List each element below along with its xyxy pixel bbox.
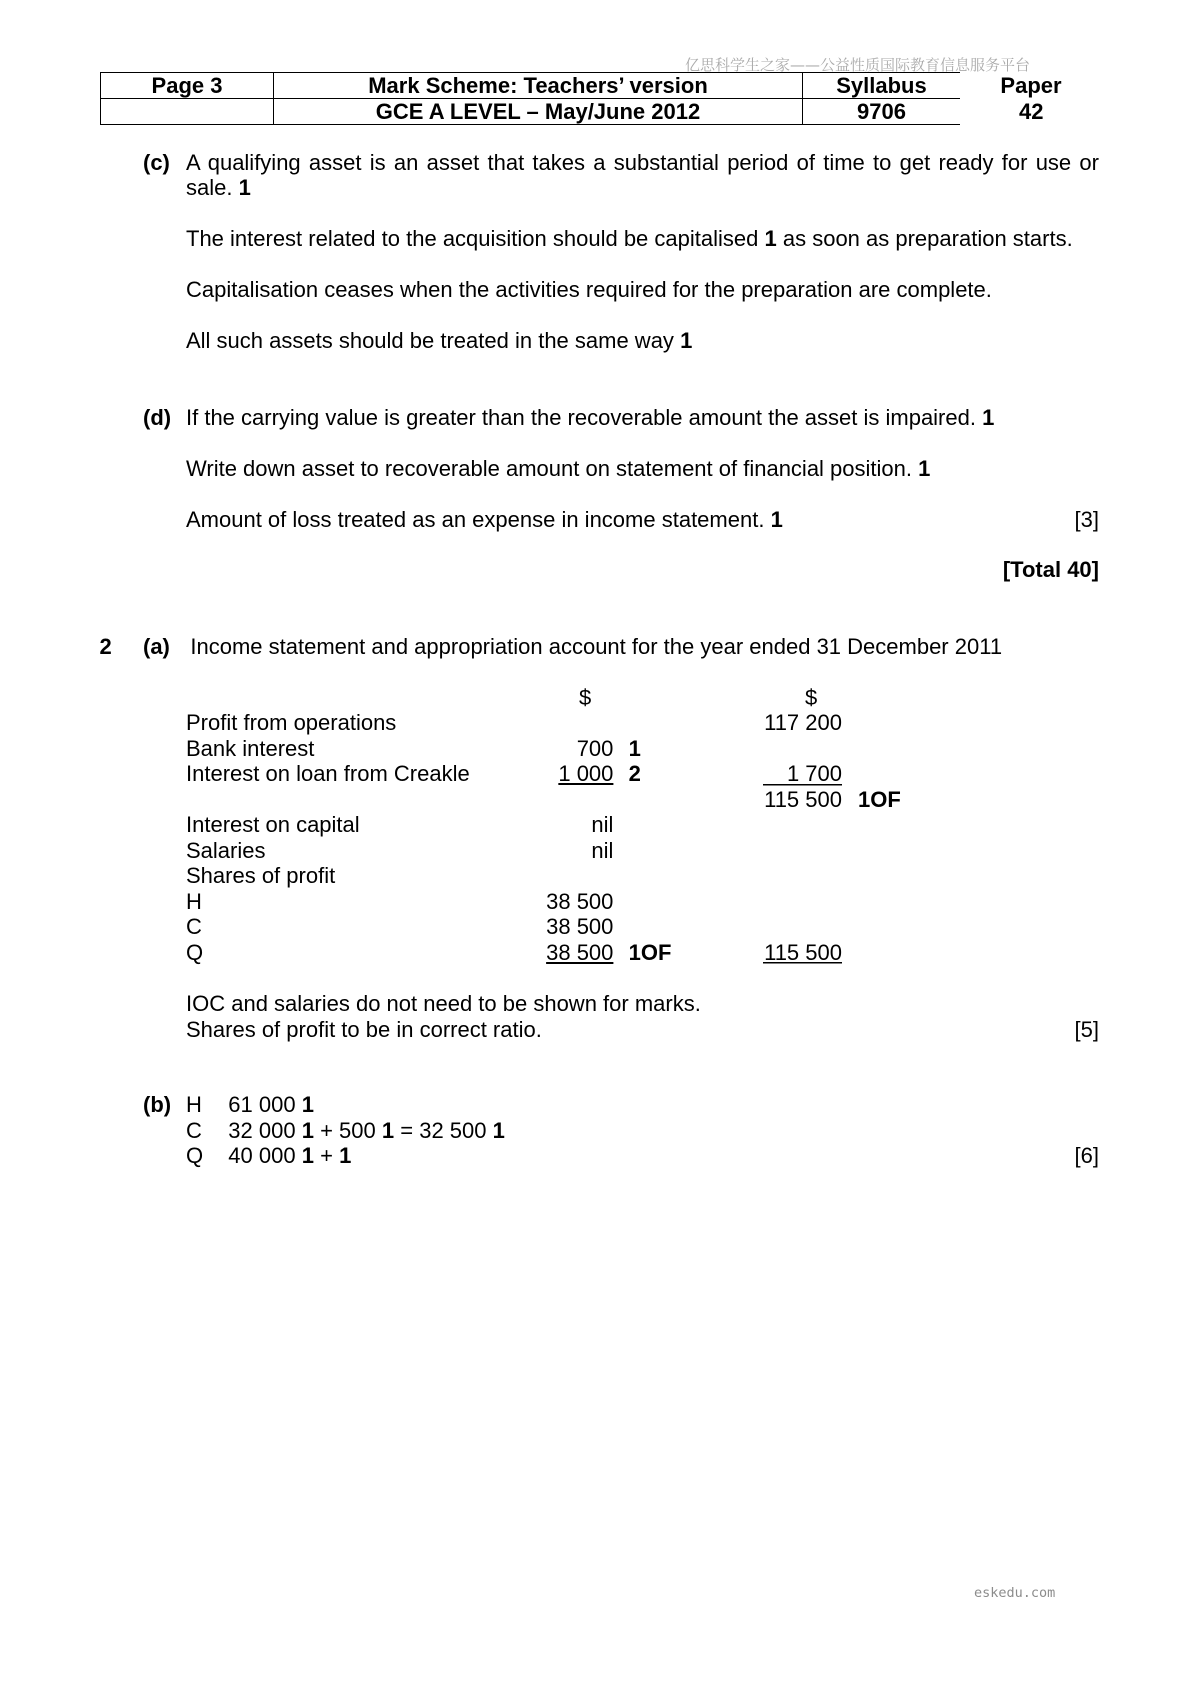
answer-paragraph <box>186 405 994 431</box>
amount: 115 500 <box>764 786 842 812</box>
header-syllabus-label: Syllabus <box>803 73 961 99</box>
row-label: Interest on capital <box>186 812 360 837</box>
partner-initial: H <box>186 1092 202 1117</box>
header-row-labels <box>101 73 1103 99</box>
currency-header: $ <box>579 685 592 710</box>
working-amount: + 500 <box>320 1117 376 1143</box>
row-label: Interest on loan from Creakle <box>186 761 470 786</box>
partner-initial: C <box>186 1117 202 1143</box>
working-amount: 61 000 <box>228 1092 296 1117</box>
mark-award: 1OF <box>628 939 672 965</box>
mark-award: 1 <box>680 328 693 353</box>
part-label-b: (b) <box>143 1092 172 1117</box>
mark-award: 1 <box>764 226 777 251</box>
mark-award: 1 <box>238 175 251 200</box>
part-label-a: (a) <box>143 634 170 659</box>
row-label: Shares of profit <box>186 863 336 888</box>
account-row <box>0 812 1190 838</box>
row-label: Profit from operations <box>186 710 397 735</box>
answer-text: All such assets should be treated in the same way <box>186 328 674 353</box>
mark-award: 1 <box>301 1117 314 1143</box>
account-row <box>0 736 1190 762</box>
footer-watermark: eskedu.com <box>974 1585 1056 1601</box>
answer-paragraph <box>186 456 930 482</box>
mark-award: 1 <box>628 735 641 761</box>
mark-award: 1 <box>381 1117 395 1143</box>
question-number: 2 <box>99 634 112 659</box>
mark-award: 1 <box>492 1117 505 1143</box>
row-label: Bank interest <box>186 735 315 761</box>
working-amount: = 32 500 <box>400 1117 487 1143</box>
header-row-values <box>101 99 1103 125</box>
answer-text: A qualifying asset is an asset that takes a substantial period of time to get ready for use or sale. <box>186 149 1099 200</box>
answer-text: Write down asset to recoverable amount on statement of financial position. <box>186 455 912 481</box>
mark-award: 1 <box>339 1143 352 1168</box>
account-row <box>0 940 1190 966</box>
account-row <box>0 838 1190 864</box>
answer-paragraph <box>186 507 783 533</box>
row-label: Salaries <box>186 837 266 863</box>
row-label: C <box>186 914 202 939</box>
row-label: H <box>186 888 202 914</box>
amount: 1 700 <box>763 761 842 787</box>
mark-award: 1 <box>301 1143 314 1168</box>
amount: nil <box>591 837 614 863</box>
part-label-c: (c) <box>143 149 170 175</box>
mark-award: 1 <box>982 405 995 430</box>
header-blank-cell <box>101 99 274 125</box>
amount: 38 500 <box>546 939 614 965</box>
answer-text: If the carrying value is greater than the recoverable amount the asset is impaired. <box>186 405 976 430</box>
statement-heading: Income statement and appropriation account for the year ended 31 December 2011 <box>190 634 1003 659</box>
account-row <box>0 914 1190 940</box>
amount: 117 200 <box>764 710 842 735</box>
max-marks: [3] <box>1074 506 1099 532</box>
marking-note: Shares of profit to be in correct ratio. <box>186 1016 542 1042</box>
amount: 700 <box>576 735 614 761</box>
mark-award: 1 <box>301 1092 314 1117</box>
watermark-text: 亿思科学生之家——公益性质国际教育信息服务平台 <box>685 56 1031 74</box>
part-label-d: (d) <box>143 405 172 430</box>
amount: 38 500 <box>546 914 614 939</box>
amount: 115 500 <box>764 939 842 965</box>
account-row <box>0 889 1190 915</box>
header-paper-label: Paper <box>1000 72 1062 98</box>
header-title: Mark Scheme: Teachers’ version <box>274 73 803 99</box>
mark-award: 1OF <box>858 786 901 812</box>
capital-working <box>228 1092 314 1118</box>
working-amount: + <box>320 1143 333 1168</box>
partner-initial: Q <box>186 1143 204 1168</box>
header-exam-session: GCE A LEVEL – May/June 2012 <box>274 99 803 125</box>
header-page-number: Page 3 <box>101 73 274 99</box>
max-marks: [5] <box>1074 1016 1099 1042</box>
mark-award: 1 <box>770 506 783 532</box>
account-row <box>0 863 1190 889</box>
answer-paragraph <box>186 328 692 354</box>
answer-paragraph <box>186 277 992 303</box>
capital-working <box>228 1143 351 1169</box>
account-row <box>0 761 1190 787</box>
answer-text: The interest related to the acquisition should be capitalised <box>186 226 759 251</box>
question-total: [Total 40] <box>1002 557 1099 582</box>
answer-text: Capitalisation ceases when the activities required for the preparation are complete. <box>186 277 992 302</box>
answer-paragraph <box>186 150 1099 201</box>
header-table <box>100 72 1103 125</box>
working-amount: 32 000 <box>228 1117 296 1143</box>
header-syllabus-code: 9706 <box>803 99 961 125</box>
accounts-table <box>0 710 1190 965</box>
answer-paragraph <box>186 226 1073 252</box>
mark-award: 2 <box>628 761 641 786</box>
answer-text: Amount of loss treated as an expense in income statement. <box>186 506 765 532</box>
max-marks: [6] <box>1074 1143 1099 1168</box>
account-row <box>0 710 1190 736</box>
amount: 1 000 <box>558 761 614 786</box>
marking-note: IOC and salaries do not need to be shown for marks. <box>186 991 701 1016</box>
amount: 38 500 <box>546 888 614 914</box>
row-label: Q <box>186 939 204 965</box>
mark-award: 1 <box>918 455 931 481</box>
capital-working <box>228 1118 505 1144</box>
header-paper-number: 42 <box>1019 98 1044 124</box>
amount: nil <box>591 812 614 837</box>
answer-text: as soon as preparation starts. <box>782 226 1073 251</box>
account-row <box>0 787 1190 813</box>
working-amount: 40 000 <box>228 1143 296 1168</box>
currency-header: $ <box>805 685 818 710</box>
